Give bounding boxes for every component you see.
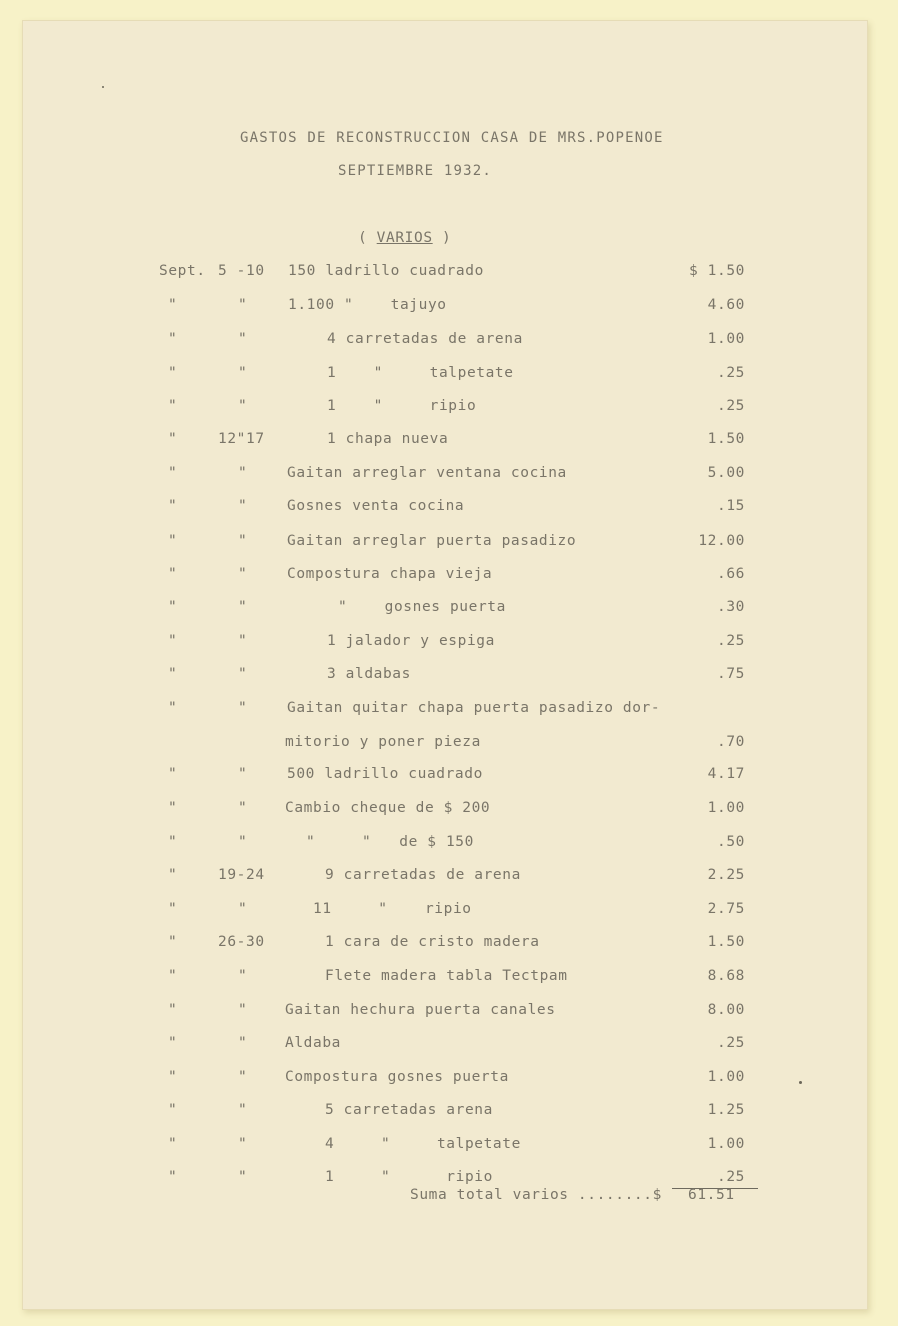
row-description: 5 carretadas arena [325, 1102, 493, 1118]
row-description: 11 " ripio [313, 901, 472, 917]
row-amount: .50 [717, 834, 745, 850]
row-description: 4 carretadas de arena [327, 331, 523, 347]
ink-speck [102, 86, 104, 88]
row-month: " [168, 633, 178, 649]
row-description: Flete madera tabla Tectpam [325, 968, 568, 984]
row-description: Compostura chapa vieja [287, 566, 493, 582]
row-description: Gaitan quitar chapa puerta pasadizo dor- [287, 700, 661, 716]
row-month: " [168, 1035, 178, 1051]
row-description: Gosnes venta cocina [287, 498, 465, 514]
row-month: " [168, 331, 178, 347]
row-description: Cambio cheque de $ 200 [285, 800, 491, 816]
row-amount: 5.00 [707, 465, 745, 481]
row-dates: " [238, 297, 248, 313]
row-description: " gosnes puerta [338, 599, 506, 615]
row-month: " [168, 566, 178, 582]
total-label: Suma total varios ........$ [410, 1187, 662, 1203]
row-amount: .66 [717, 566, 745, 582]
row-amount: .25 [717, 365, 745, 381]
row-dates: " [238, 599, 248, 615]
row-description: 1.100 " tajuyo [288, 297, 447, 313]
row-description: 1 cara de cristo madera [325, 934, 540, 950]
row-month: " [168, 800, 178, 816]
row-dates: " [238, 1136, 248, 1152]
row-amount: 4.60 [707, 297, 745, 313]
row-dates: " [238, 331, 248, 347]
row-dates: " [238, 465, 248, 481]
row-amount: 1.25 [707, 1102, 745, 1118]
row-dates: " [238, 834, 248, 850]
total-amount: 61.51 [688, 1187, 735, 1203]
row-month: " [168, 968, 178, 984]
ink-speck [799, 1081, 802, 1084]
row-dates: " [238, 1069, 248, 1085]
row-month: " [168, 1002, 178, 1018]
row-amount: .70 [717, 734, 745, 750]
row-description: Gaitan arreglar puerta pasadizo [287, 533, 577, 549]
row-dates: " [238, 365, 248, 381]
row-month: " [168, 365, 178, 381]
row-amount: .25 [717, 1169, 745, 1185]
row-month: " [168, 431, 178, 447]
document-title: GASTOS DE RECONSTRUCCION CASA DE MRS.POPENOE [240, 130, 664, 146]
row-month: " [168, 901, 178, 917]
row-month: " [168, 666, 178, 682]
row-dates: " [238, 633, 248, 649]
row-description: 1 " talpetate [327, 365, 514, 381]
row-dates: " [238, 498, 248, 514]
row-description: Aldaba [285, 1035, 341, 1051]
section-label: VARIOS [376, 230, 433, 246]
row-month: " [168, 533, 178, 549]
row-month: " [168, 834, 178, 850]
row-amount: .25 [717, 398, 745, 414]
row-dates: " [238, 1002, 248, 1018]
row-description: 9 carretadas de arena [325, 867, 521, 883]
section-close: ) [432, 230, 452, 246]
row-month: " [168, 766, 178, 782]
row-dates: " [238, 1035, 248, 1051]
row-dates: " [238, 533, 248, 549]
row-amount: 4.17 [707, 766, 745, 782]
row-amount: 1.00 [707, 331, 745, 347]
row-description: 1 chapa nueva [327, 431, 449, 447]
row-amount: .30 [717, 599, 745, 615]
row-amount: 8.00 [707, 1002, 745, 1018]
row-amount: 1.00 [707, 1069, 745, 1085]
row-dates: " [238, 800, 248, 816]
row-month: " [168, 1069, 178, 1085]
row-description: Gaitan hechura puerta canales [285, 1002, 556, 1018]
row-month: " [168, 867, 178, 883]
row-description: Compostura gosnes puerta [285, 1069, 509, 1085]
row-description: " " de $ 150 [306, 834, 474, 850]
row-dates: " [238, 566, 248, 582]
row-amount: 1.50 [707, 934, 745, 950]
row-description: 4 " talpetate [325, 1136, 521, 1152]
row-month: " [168, 934, 178, 950]
row-dates: 19-24 [218, 867, 265, 883]
row-description: mitorio y poner pieza [285, 734, 481, 750]
row-dates: " [238, 1169, 248, 1185]
row-month: " [168, 398, 178, 414]
row-dates: " [238, 1102, 248, 1118]
row-month: " [168, 297, 178, 313]
row-month: " [168, 1102, 178, 1118]
row-month: " [168, 1169, 178, 1185]
row-dates: " [238, 901, 248, 917]
row-amount: 1.00 [707, 1136, 745, 1152]
row-description: 150 ladrillo cuadrado [288, 263, 484, 279]
row-amount: 1.50 [707, 431, 745, 447]
row-amount: 1.00 [707, 800, 745, 816]
row-amount: .25 [717, 1035, 745, 1051]
row-amount: 2.25 [707, 867, 745, 883]
row-description: 1 " ripio [327, 398, 477, 414]
row-dates: " [238, 666, 248, 682]
row-amount: $ 1.50 [689, 263, 745, 279]
row-description: 1 " ripio [325, 1169, 493, 1185]
row-amount: .25 [717, 633, 745, 649]
row-dates: 26-30 [218, 934, 265, 950]
row-month: Sept. [159, 263, 206, 279]
section-heading [358, 229, 451, 247]
row-dates: " [238, 766, 248, 782]
row-amount: .15 [717, 498, 745, 514]
row-month: " [168, 465, 178, 481]
row-amount: 2.75 [707, 901, 745, 917]
row-description: 500 ladrillo cuadrado [287, 766, 483, 782]
row-dates: " [238, 398, 248, 414]
row-amount: .75 [717, 666, 745, 682]
row-amount: 12.00 [698, 533, 745, 549]
row-dates: " [238, 700, 248, 716]
document-subtitle: SEPTIEMBRE 1932. [338, 163, 493, 179]
row-amount: 8.68 [707, 968, 745, 984]
row-description: Gaitan arreglar ventana cocina [287, 465, 567, 481]
section-open: ( [358, 230, 377, 246]
row-description: 3 aldabas [327, 666, 411, 682]
row-dates: " [238, 968, 248, 984]
row-month: " [168, 498, 178, 514]
row-month: " [168, 599, 178, 615]
row-month: " [168, 700, 178, 716]
row-month: " [168, 1136, 178, 1152]
row-dates: 5 -10 [218, 263, 265, 279]
row-dates: 12"17 [218, 431, 265, 447]
row-description: 1 jalador y espiga [327, 633, 495, 649]
